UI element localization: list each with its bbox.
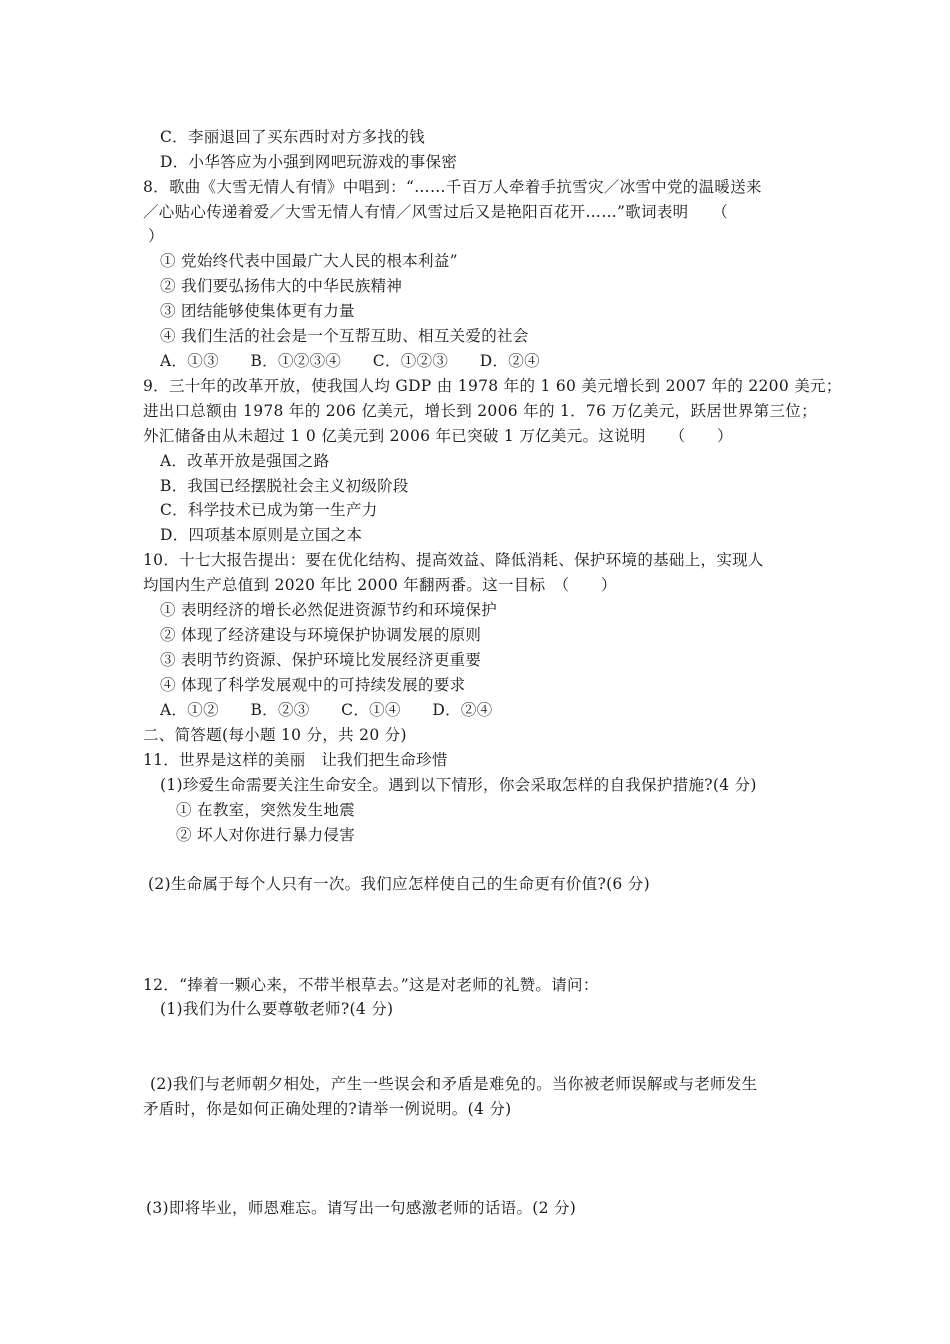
q10-statement-1: ① 表明经济的增长必然促进资源节约和环境保护	[160, 601, 498, 619]
q12-sub-2-line-2: 矛盾时，你是如何正确处理的?请举一例说明。(4 分)	[143, 1100, 512, 1118]
q11-sub-2: (2)生命属于每个人只有一次。我们应怎样使自己的生命更有价值?(6 分)	[148, 875, 650, 893]
q8-statement-4: ④ 我们生活的社会是一个互帮互助、相互关爱的社会	[160, 327, 529, 345]
q11-title: 11．世界是这样的美丽 让我们把生命珍惜	[143, 751, 448, 769]
q10-stem-line-1: 10．十七大报告提出：要在优化结构、提高效益、降低消耗、保护环境的基础上，实现人	[143, 551, 764, 569]
q10-stem-line-2: 均国内生产总值到 2020 年比 2000 年翻两番。这一目标 （ ）	[143, 576, 617, 594]
q8-stem-line-3: ）	[148, 227, 164, 245]
q8-statement-1: ① 党始终代表中国最广大人民的根本利益”	[160, 252, 458, 270]
q10-statement-3: ③ 表明节约资源、保护环境比发展经济更重要	[160, 651, 482, 669]
q9-option-d: D．四项基本原则是立国之本	[160, 526, 363, 544]
q9-option-c: C．科学技术已成为第一生产力	[160, 501, 378, 519]
q12-sub-2-line-1: (2)我们与老师朝夕相处，产生一些误会和矛盾是难免的。当你被老师误解或与老师发生	[150, 1075, 758, 1093]
q9-stem-line-3: 外汇储备由从未超过 1 0 亿美元到 2006 年已突破 1 万亿美元。这说明 （ ）	[143, 427, 733, 445]
q11-sub-1-item-2: ② 坏人对你进行暴力侵害	[176, 826, 356, 844]
q9-stem-line-1: 9．三十年的改革开放，使我国人均 GDP 由 1978 年的 1 60 美元增长到 2007 年的 2200 美元；	[143, 377, 842, 395]
q8-statement-2: ② 我们要弘扬伟大的中华民族精神	[160, 277, 403, 295]
q10-options: A．①② B．②③ C．①④ D．②④	[160, 701, 493, 719]
q11-sub-1-item-1: ① 在教室，突然发生地震	[176, 801, 356, 819]
q12-sub-3: (3)即将毕业，师恩难忘。请写出一句感激老师的话语。(2 分)	[146, 1199, 577, 1217]
q8-statement-3: ③ 团结能够使集体更有力量	[160, 302, 355, 320]
q7-option-c: C．李丽退回了买东西时对方多找的钱	[160, 128, 425, 146]
section-2-heading: 二、简答题(每小题 10 分，共 20 分)	[143, 726, 407, 744]
q12-title: 12．“捧着一颗心来，不带半根草去。”这是对老师的礼赞。请问：	[143, 976, 599, 994]
q8-stem-line-2: ／心贴心传递着爱／大雪无情人有情／风雪过后又是艳阳百花开……”歌词表明 （	[143, 203, 729, 221]
q8-options: A．①③ B．①②③④ C．①②③ D．②④	[160, 352, 540, 370]
q10-statement-4: ④ 体现了科学发展观中的可持续发展的要求	[160, 676, 466, 694]
q9-option-b: B．我国已经摆脱社会主义初级阶段	[160, 477, 409, 495]
q12-sub-1: (1)我们为什么要尊敬老师?(4 分)	[160, 1000, 394, 1018]
q7-option-d: D．小华答应为小强到网吧玩游戏的事保密	[160, 153, 458, 171]
q11-sub-1: (1)珍爱生命需要关注生命安全。遇到以下情形，你会采取怎样的自我保护措施?(4 分)	[160, 776, 757, 794]
q9-option-a: A．改革开放是强国之路	[160, 452, 330, 470]
q8-stem-line-1: 8．歌曲《大雪无情人有情》中唱到：“……千百万人牵着手抗雪灾／冰雪中党的温暖送来	[143, 178, 762, 196]
q10-statement-2: ② 体现了经济建设与环境保护协调发展的原则	[160, 626, 482, 644]
q9-stem-line-2: 进出口总额由 1978 年的 206 亿美元，增长到 2006 年的 1．76 万亿美元，跃居世界第三位；	[143, 402, 817, 420]
